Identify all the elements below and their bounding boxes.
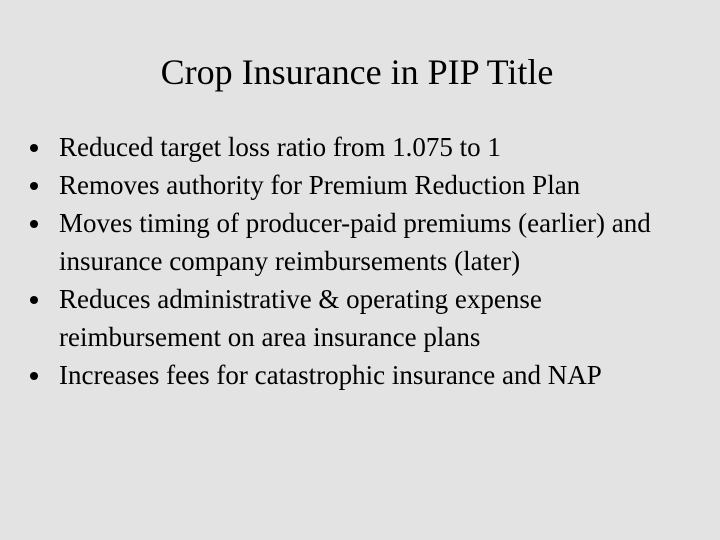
bullet-text: Moves timing of producer-paid premiums (earlier) and insurance company reimbursements (later) <box>59 208 651 276</box>
bullet-dot-icon <box>30 182 38 190</box>
bullet-dot-icon <box>30 296 38 304</box>
bullet-item <box>30 128 706 166</box>
bullet-item <box>30 204 706 280</box>
bullet-text: Reduces administrative & operating expense reimbursement on area insurance plans <box>59 284 542 352</box>
bullet-item <box>30 280 706 356</box>
slide-title: Crop Insurance in PIP Title <box>160 52 554 92</box>
bullet-dot-icon <box>30 220 38 228</box>
bullet-dot-icon <box>30 144 38 152</box>
bullet-text: Reduced target loss ratio from 1.075 to 1 <box>59 132 501 162</box>
bullet-list <box>30 128 706 394</box>
bullet-item <box>30 356 706 394</box>
bullet-dot-icon <box>30 372 38 380</box>
bullet-item <box>30 166 706 204</box>
bullet-text: Removes authority for Premium Reduction Plan <box>59 170 581 200</box>
bullet-text: Increases fees for catastrophic insurance and NAP <box>59 360 602 390</box>
